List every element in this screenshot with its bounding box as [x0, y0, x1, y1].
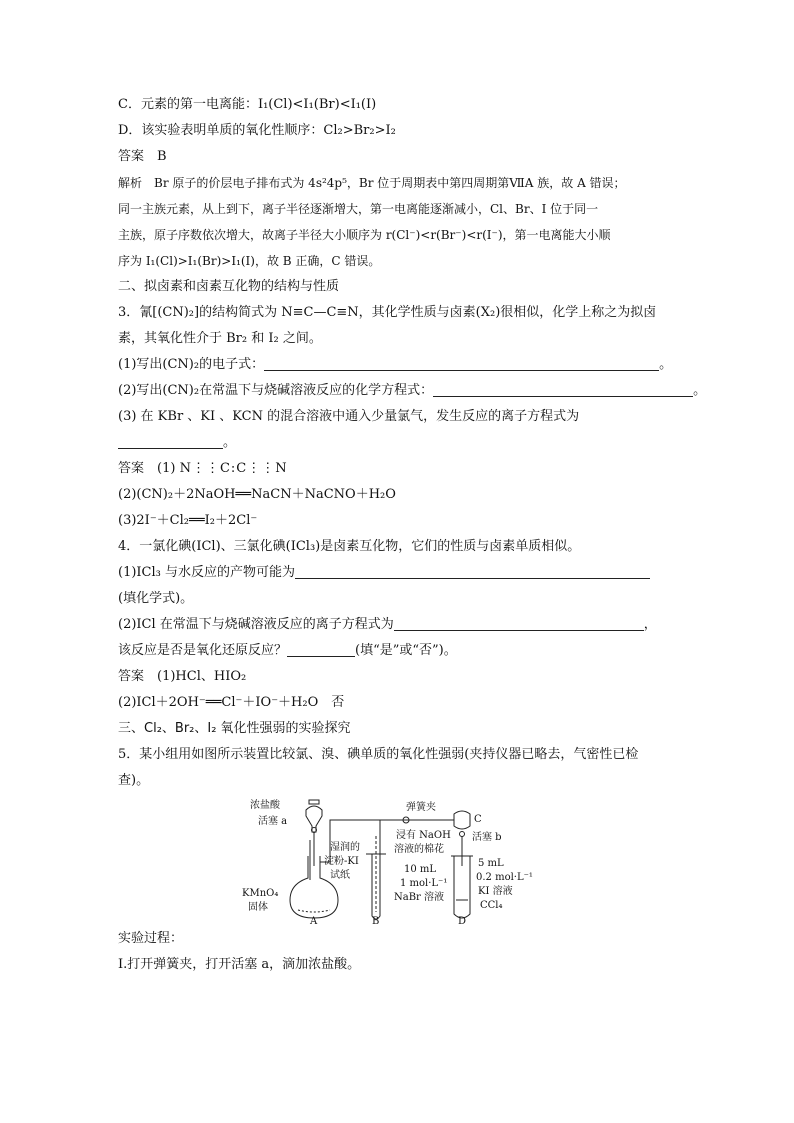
option-d: D．该实验表明单质的氧化性顺序：Cl₂>Br₂>I₂: [118, 123, 396, 138]
q4-part1: [118, 560, 678, 586]
q3-part2-text: (2)写出(CN)₂在常温下与烧碱溶液反应的化学方程式：: [118, 383, 434, 398]
q2-analysis: [118, 170, 678, 274]
label-b-concentration: 1 mol·L⁻¹: [400, 878, 448, 889]
q4-answer-1: 答案 (1)HCl、HIO₂: [118, 669, 247, 684]
valve-b: [460, 832, 465, 837]
label-kmno4: KMnO₄: [242, 888, 279, 899]
apparatus-diagram: [118, 796, 678, 926]
answer-blank[interactable]: [287, 640, 355, 657]
answer-blank[interactable]: [433, 380, 693, 397]
q4-part2-hint: (填“是”或“否”)。: [355, 643, 457, 658]
label-b-volume: 10 mL: [404, 864, 437, 875]
analysis-line: 序为 I₁(Cl)>I₁(Br)>I₁(I)，故 B 正确，C 错误。: [118, 254, 381, 268]
q4-part1-tail: (填化学式)。: [118, 591, 194, 606]
option-c: C．元素的第一电离能：I₁(Cl)<I₁(Br)<I₁(I): [118, 97, 377, 112]
process-title: 实验过程：: [118, 931, 184, 946]
analysis-line: 主族，原子序数依次增大，故离子半径大小顺序为 r(Cl⁻)<r(Br⁻)<r(I⁻)，第一电离能大小顺: [118, 228, 611, 242]
q5-stem: 5．某小组用如图所示装置比较氯、溴、碘单质的氧化性强弱(夹持仪器已略去，气密性已检: [118, 747, 639, 762]
q2-answer: 答案 B: [118, 149, 167, 164]
apparatus-figure: [118, 796, 678, 926]
answer-blank[interactable]: [295, 562, 650, 579]
q3-stem: 素，其氧化性介于 Br₂ 和 I₂ 之间。: [118, 331, 322, 346]
q3-part3-blank-line: [118, 430, 678, 456]
funnel: [306, 806, 322, 832]
answer-blank[interactable]: [394, 614, 644, 631]
label-paper: 湿润的: [330, 842, 360, 853]
label-d-concentration: 0.2 mol·L⁻¹: [476, 872, 533, 883]
label-d-solution: KI 溶液: [478, 886, 513, 897]
q4-part1-text: (1)ICl₃ 与水反应的产物可能为: [118, 565, 295, 580]
label-b-solution: NaBr 溶液: [394, 892, 445, 903]
q4-answer-2: (2)ICl＋2OH⁻══Cl⁻＋IO⁻＋H₂O 否: [118, 695, 345, 710]
label-clamp: 弹簧夹: [406, 802, 436, 813]
q3-answer-3: (3)2I⁻＋Cl₂══I₂＋2Cl⁻: [118, 513, 258, 528]
q3-answer-label: 答案 (1): [118, 461, 176, 476]
label-acid: 浓盐酸: [250, 800, 280, 811]
document-page: [118, 92, 707, 978]
period: 。: [693, 383, 707, 398]
label-a: A: [310, 916, 318, 926]
funnel-stopper: [309, 800, 319, 804]
period: 。: [223, 435, 237, 450]
section-2-title: 二、拟卤素和卤素互化物的结构与性质: [118, 279, 340, 294]
q4-part2: [118, 612, 678, 638]
label-b: B: [372, 916, 380, 926]
label-kmno4-solid: 固体: [248, 902, 268, 913]
section-3-title: 三、Cl₂、Br₂、I₂ 氧化性强弱的实验探究: [118, 721, 351, 736]
q4-stem: 4．一氯化碘(ICl)、三氯化碘(ICl₃)是卤素互化物，它们的性质与卤素单质相似。: [118, 539, 581, 554]
q3-stem: 3．氰[(CN)₂]的结构简式为 N≡C—C≡N，其化学性质与卤素(X₂)很相似，化学上称之为拟卤: [118, 305, 657, 320]
label-cotton: 浸有 NaOH: [396, 830, 451, 841]
label-valve-a: 活塞 a: [258, 816, 288, 827]
q3-answer-1: [118, 456, 678, 482]
period: 。: [659, 357, 673, 372]
q3-part3: (3) 在 KBr 、KI 、KCN 的混合溶液中通入少量氯气，发生反应的离子方程式为: [118, 409, 580, 424]
label-d-volume: 5 mL: [478, 858, 504, 869]
analysis-line: 解析 Br 原子的价层电子排布式为 4s²4p⁵，Br 位于周期表中第四周期第ⅦA 族，故 A 错误；: [118, 176, 626, 190]
label-cotton: 溶液的棉花: [394, 844, 444, 855]
q3-part1-text: (1)写出(CN)₂的电子式：: [118, 357, 265, 372]
q5-stem: 查)。: [118, 773, 150, 788]
electron-formula: N⋮⋮C:C⋮⋮N: [179, 461, 288, 476]
label-d: D: [458, 916, 467, 926]
comma: ，: [643, 617, 657, 632]
label-paper: 淀粉-KI: [324, 856, 359, 867]
q4-part2-question: [118, 638, 678, 664]
q4-part2-question-text: 该反应是否是氧化还原反应？: [118, 643, 288, 658]
label-c: C: [474, 814, 482, 825]
q3-part2: [118, 378, 707, 404]
answer-blank[interactable]: [118, 432, 223, 449]
q3-part1: [118, 352, 678, 378]
q4-part2-text: (2)ICl 在常温下与烧碱溶液反应的离子方程式为: [118, 617, 394, 632]
answer-blank[interactable]: [264, 354, 659, 371]
process-step-1: Ⅰ.打开弹簧夹，打开活塞 a，滴加浓盐酸。: [118, 957, 361, 972]
label-paper: 试纸: [330, 870, 350, 881]
q3-answer-2: (2)(CN)₂＋2NaOH══NaCN＋NaCNO＋H₂O: [118, 487, 396, 502]
bulb-c: [454, 811, 470, 829]
label-d-ccl4: CCl₄: [480, 900, 503, 911]
label-valve-b: 活塞 b: [472, 832, 502, 843]
analysis-line: 同一主族元素，从上到下，离子半径逐渐增大，第一电离能逐渐减小，Cl、Br、I 位于同一: [118, 202, 599, 216]
